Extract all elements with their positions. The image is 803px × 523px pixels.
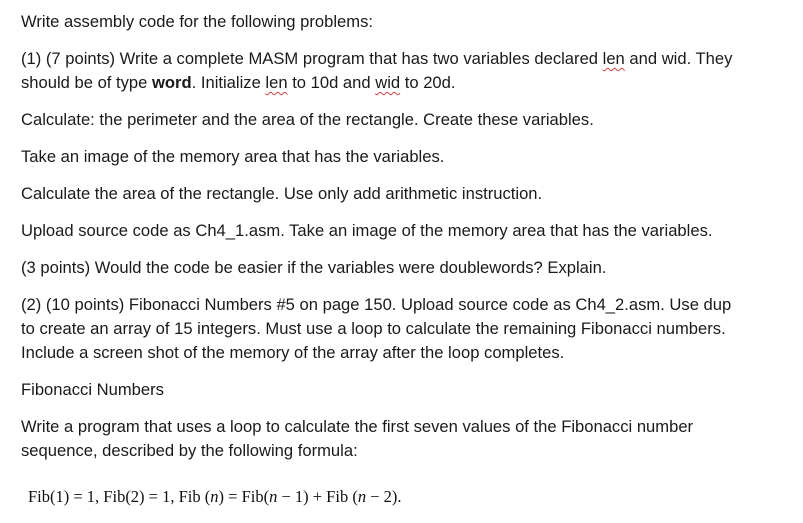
var-len-2: len [265, 73, 288, 92]
text: (1) (7 points) Write a complete MASM program that has two variables declared [21, 49, 603, 68]
document-body [21, 10, 791, 476]
problem-1 [21, 47, 791, 95]
problem-2-line-3: Include a screen shot of the memory of the array after the loop completes. [21, 343, 565, 362]
formula-n-2: n [269, 487, 278, 506]
formula-part-4: − 1) + Fib ( [277, 487, 358, 506]
formula-n-1: n [210, 487, 219, 506]
formula-part-1: Fib(1) = 1, Fib(2) = 1, [28, 487, 175, 506]
text: to 20d. [400, 73, 456, 92]
take-image-paragraph: Take an image of the memory area that has the variables. [21, 147, 445, 166]
text: to 10d and [287, 73, 376, 92]
problem-1-line-2 [21, 71, 791, 95]
fibonacci-formula [28, 487, 402, 507]
problem-2-line-2: to create an array of 15 integers. Must use a loop to calculate the remaining Fibonacci numbers. [21, 319, 726, 338]
heading: Write assembly code for the following problems: [21, 12, 374, 31]
fib-description-line-1: Write a program that uses a loop to calculate the first seven values of the Fibonacci number [21, 417, 694, 436]
formula-n-3: n [357, 487, 367, 506]
formula-part-2: Fib ( [178, 487, 211, 506]
calc-area-paragraph: Calculate the area of the rectangle. Use only add arithmetic instruction. [21, 184, 543, 203]
var-wid: wid [375, 73, 401, 92]
problem-2-line-1: (2) (10 points) Fibonacci Numbers #5 on page 150. Upload source code as Ch4_2.asm. Use dup [21, 295, 732, 314]
formula-part-5: − 2). [366, 487, 402, 506]
type-word: word [152, 73, 192, 92]
fib-description [21, 415, 791, 463]
calculate-paragraph: Calculate: the perimeter and the area of the rectangle. Create these variables. [21, 110, 594, 129]
points-3-paragraph: (3 points) Would the code be easier if the variables were doublewords? Explain. [21, 258, 607, 277]
upload-1-paragraph: Upload source code as Ch4_1.asm. Take an image of the memory area that has the variables. [21, 221, 713, 240]
problem-1-line-1 [21, 47, 791, 71]
text: should be of type [21, 73, 152, 92]
formula-part-3: ) = Fib( [218, 487, 270, 506]
problem-2 [21, 293, 791, 365]
text: and wid. They [624, 49, 733, 68]
text: . Initialize [191, 73, 266, 92]
fib-description-line-2: sequence, described by the following formula: [21, 441, 358, 460]
fib-heading: Fibonacci Numbers [21, 380, 164, 399]
var-len: len [602, 49, 625, 68]
